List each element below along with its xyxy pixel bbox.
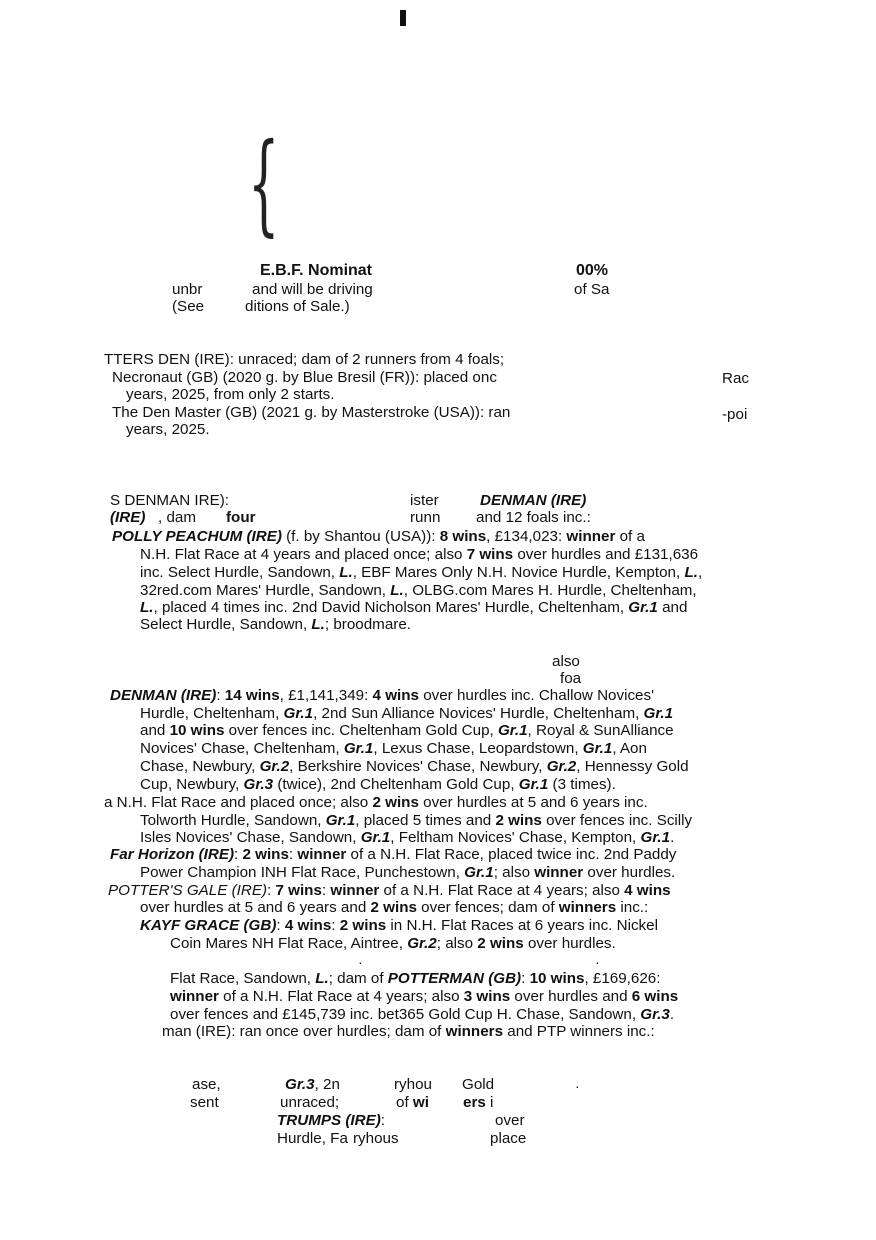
fragment-r4-b: ryhous <box>353 1130 399 1147</box>
fragment-r1-bc: Gr.3, 2n <box>285 1076 340 1093</box>
fragment-r1-d: ryhou <box>394 1076 432 1093</box>
third-dam-foa: foa <box>560 670 582 687</box>
second-dam-line-b: ister <box>410 492 439 509</box>
denman-line-6: Cup, Newbury, Gr.3 (twice), 2nd Cheltenham Gold Cup, Gr.1 (3 times). <box>140 776 616 793</box>
second-dam-line-a: S DENMAN IRE): <box>110 492 229 509</box>
second-dam-line-c: DENMAN (IRE) <box>480 492 587 509</box>
pedigree-brace: { <box>248 119 280 247</box>
ebf-line1-right: of Sa <box>574 281 610 298</box>
flat-race-line-1: Flat Race, Sandown, L.; dam of POTTERMAN (GB): 10 wins, £169,626: <box>170 970 661 987</box>
second-dam-l2-d: runn <box>410 509 441 526</box>
ebf-percent: 00% <box>576 262 609 279</box>
kayf-grace-line-2: Coin Mares NH Flat Race, Aintree, Gr.2; also 2 wins over hurdles. <box>170 935 616 952</box>
denman-line-4: Novices' Chase, Cheltenham, Gr.1, Lexus Chase, Leopardstown, Gr.1, Aon <box>140 740 647 757</box>
denman-line-2: Hurdle, Cheltenham, Gr.1, 2nd Sun Alliance Novices' Hurdle, Cheltenham, Gr.1 <box>140 705 674 722</box>
fragment-r3-ab: TRUMPS (IRE): <box>277 1112 386 1129</box>
fragment-r4-c: place <box>490 1130 527 1147</box>
far-horizon-line-2: Power Champion INH Flat Race, Punchestown, Gr.1; also winner over hurdles. <box>140 864 676 881</box>
other-winner-line-3: Isles Novices' Chase, Sandown, Gr.1, Feltham Novices' Chase, Kempton, Gr.1. <box>140 829 675 846</box>
ebf-line1-left: unbr <box>172 281 203 298</box>
second-dam-l2-c: four <box>226 509 256 526</box>
polly-line-5: L., placed 4 times inc. 2nd David Nicholson Mares' Hurdle, Cheltenham, Gr.1 and <box>140 599 688 616</box>
flat-race-line-4: man (IRE): ran once over hurdles; dam of winners and PTP winners inc.: <box>162 1023 655 1040</box>
fragment-r2-b: unraced; <box>280 1094 340 1111</box>
ebf-heading: E.B.F. Nominat <box>260 262 373 279</box>
potters-gale-line-2: over hurdles at 5 and 6 years and 2 wins over fences; dam of winners inc.: <box>140 899 649 916</box>
polly-line-3: inc. Select Hurdle, Sandown, L., EBF Mares Only N.H. Novice Hurdle, Kempton, L., <box>140 564 703 581</box>
denman-line-5: Chase, Newbury, Gr.2, Berkshire Novices' Chase, Newbury, Gr.2, Hennessy Gold <box>140 758 689 775</box>
first-dam-produce-2-right: -poi <box>722 406 748 423</box>
first-dam-produce-1-right: Rac <box>722 370 750 387</box>
first-dam-produce-2: The Den Master (GB) (2021 g. by Masterstroke (USA)): ran <box>112 404 511 421</box>
ebf-line2-mid: ditions of Sale.) <box>245 298 350 315</box>
polly-line-6: Select Hurdle, Sandown, L.; broodmare. <box>140 616 411 633</box>
other-winner-line-2: Tolworth Hurdle, Sandown, Gr.1, placed 5 times and 2 wins over fences inc. Scilly <box>140 812 693 829</box>
first-dam-produce-1-cont: years, 2025, from only 2 starts. <box>126 386 335 403</box>
denman-line-3: and 10 wins over fences inc. Cheltenham Gold Cup, Gr.1, Royal & SunAlliance <box>140 722 674 739</box>
kayf-grace-entry: KAYF GRACE (GB): 4 wins: 2 wins in N.H. Flat Races at 6 years inc. Nickel <box>140 917 658 934</box>
stray-dot: · <box>575 1078 580 1094</box>
fragment-r2-cd: of wi <box>396 1094 429 1111</box>
fragment-r1-e: Gold <box>462 1076 495 1093</box>
first-dam-produce-1: Necronaut (GB) (2020 g. by Blue Bresil (FR)): placed onc <box>112 369 497 386</box>
fragment-r2-ef: ers i <box>463 1094 494 1111</box>
fragment-r1-a: ase, <box>192 1076 221 1093</box>
polly-peachum-entry: POLLY PEACHUM (IRE) (f. by Shantou (USA)): 8 wins, £134,023: winner of a <box>112 528 645 545</box>
ebf-line2-left: (See <box>172 298 205 315</box>
stray-dot: · <box>595 954 600 970</box>
flat-race-line-3: over fences and £145,739 inc. bet365 Gold Cup H. Chase, Sandown, Gr.3. <box>170 1006 675 1023</box>
ebf-line1-mid: and will be driving <box>252 281 373 298</box>
flat-race-line-2: winner of a N.H. Flat Race at 4 years; also 3 wins over hurdles and 6 wins <box>170 988 679 1005</box>
second-dam-l2-e: and 12 foals inc.: <box>476 509 591 526</box>
stray-dot: · <box>358 954 363 970</box>
third-dam-also: also <box>552 653 580 670</box>
first-dam-produce-2-cont: years, 2025. <box>126 421 210 438</box>
other-winner-line-1: a N.H. Flat Race and placed once; also 2 wins over hurdles at 5 and 6 years inc. <box>104 794 648 811</box>
far-horizon-entry: Far Horizon (IRE): 2 wins: winner of a N.H. Flat Race, placed twice inc. 2nd Paddy <box>110 846 677 863</box>
polly-line-2: N.H. Flat Race at 4 years and placed once; also 7 wins over hurdles and £131,636 <box>140 546 699 563</box>
fragment-r2-a: sent <box>190 1094 219 1111</box>
fragment-r3-c: over <box>495 1112 525 1129</box>
lot-mark <box>400 10 406 26</box>
polly-line-4: 32red.com Mares' Hurdle, Sandown, L., OLBG.com Mares H. Hurdle, Cheltenham, <box>140 582 697 599</box>
fragment-r4-a: Hurdle, Fa <box>277 1130 348 1147</box>
second-dam-l2-b: , dam <box>158 509 196 526</box>
first-dam-line: TTERS DEN (IRE): unraced; dam of 2 runners from 4 foals; <box>104 351 505 368</box>
denman-entry: DENMAN (IRE): 14 wins, £1,141,349: 4 wins over hurdles inc. Challow Novices' <box>110 687 654 704</box>
potters-gale-entry: POTTER'S GALE (IRE): 7 wins: winner of a N.H. Flat Race at 4 years; also 4 wins <box>108 882 671 899</box>
second-dam-l2-a: (IRE) <box>110 509 146 526</box>
